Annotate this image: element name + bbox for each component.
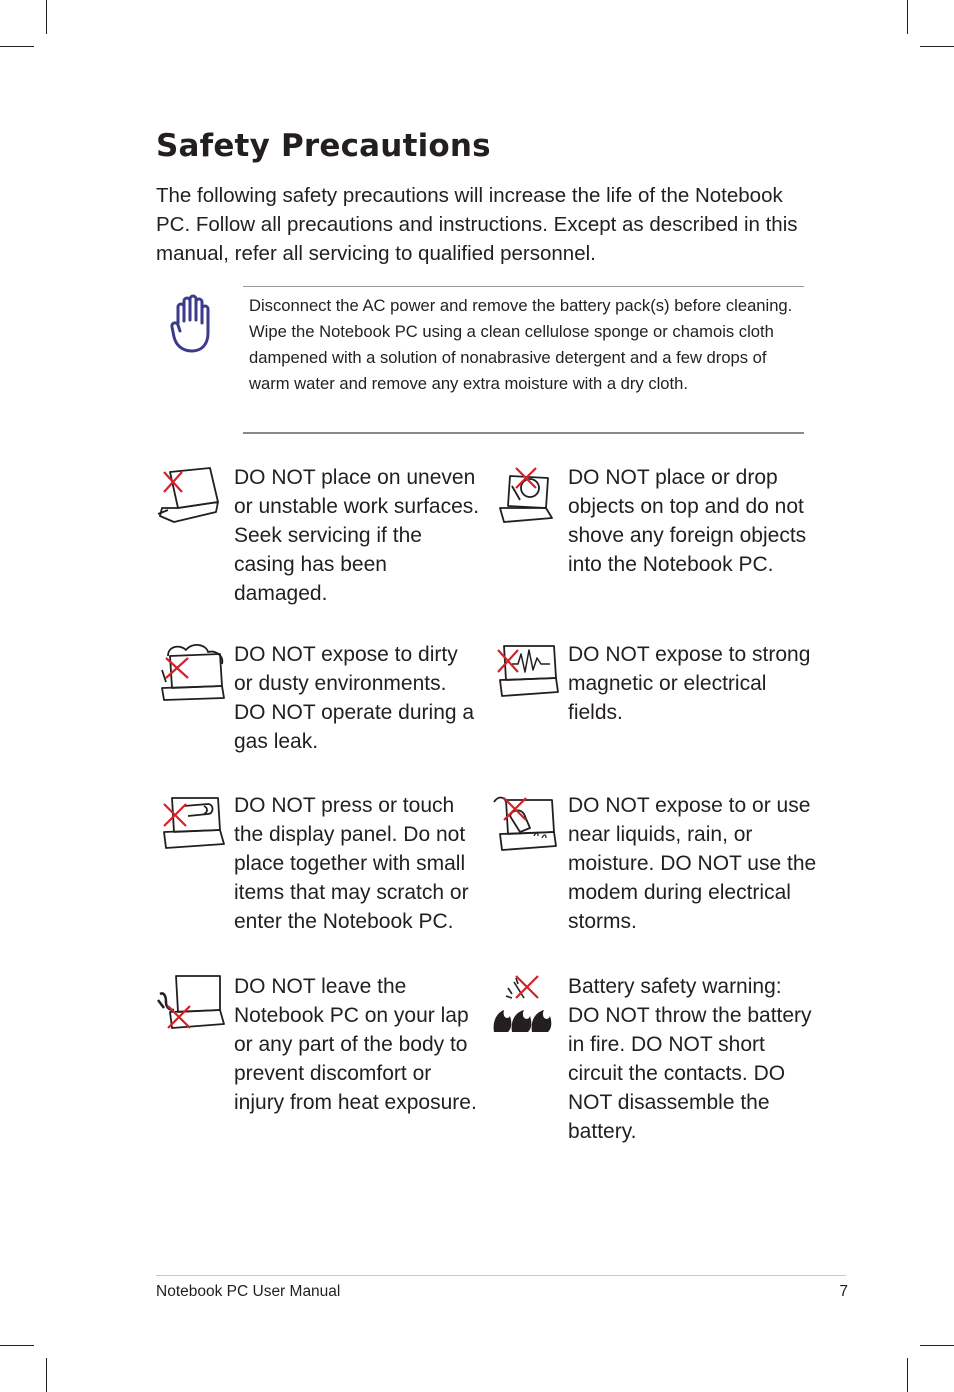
precaution-text: DO NOT expose to strong magnetic or electrical fields.	[568, 643, 811, 724]
battery-fire-icon	[490, 972, 562, 1034]
crop-mark	[0, 1345, 34, 1346]
note-top-rule	[243, 286, 804, 287]
heat-lap-icon	[156, 972, 228, 1034]
precaution-text: Battery safety warning: DO NOT throw the battery in fire. DO NOT short circuit the contacts. DO NOT disassemble the battery.	[568, 975, 812, 1143]
drop-objects-icon	[490, 464, 562, 526]
crop-mark	[907, 1358, 908, 1392]
precaution-text: DO NOT press or touch the display panel. Do not place together with small items that may scratch or enter the Notebook PC.	[234, 794, 469, 933]
precaution-text: DO NOT place or drop objects on top and do not shove any foreign objects into the Notebook PC.	[568, 466, 807, 576]
crop-mark	[46, 0, 47, 34]
page-title: Safety Precautions	[156, 128, 491, 164]
crop-mark	[46, 1358, 47, 1392]
crop-mark	[0, 46, 34, 47]
unstable-surface-icon	[156, 464, 228, 526]
precaution-text: DO NOT expose to dirty or dusty environments. DO NOT operate during a gas leak.	[234, 643, 475, 753]
page-number: 7	[839, 1283, 848, 1300]
note-bottom-rule	[243, 432, 804, 434]
crop-mark	[920, 1345, 954, 1346]
footer-manual-name: Notebook PC User Manual	[156, 1283, 341, 1300]
precaution-text: DO NOT expose to or use near liquids, rain, or moisture. DO NOT use the modem during electrical storms.	[568, 794, 817, 933]
intro-paragraph: The following safety precautions will increase the life of the Notebook PC. Follow all precautions and instructions. Except as described in this manual, refer all servicing to qualified personnel.	[156, 184, 798, 265]
touch-display-icon	[156, 792, 228, 854]
liquids-icon	[490, 792, 562, 854]
crop-mark	[920, 46, 954, 47]
note-text: Disconnect the AC power and remove the battery pack(s) before cleaning. Wipe the Notebook PC using a clean cellulose sponge or chamois cloth dampened with a solution of nonabrasive detergent and a few drops of warm water and remove any extra moisture with a dry cloth.	[249, 296, 793, 393]
dusty-environment-icon	[156, 640, 228, 702]
magnetic-field-icon	[490, 640, 562, 702]
crop-mark	[907, 0, 908, 34]
hand-stop-icon	[168, 293, 216, 355]
precaution-text: DO NOT place on uneven or unstable work surfaces. Seek servicing if the casing has been damaged.	[234, 466, 480, 605]
footer-rule	[156, 1275, 846, 1276]
precaution-text: DO NOT leave the Notebook PC on your lap or any part of the body to prevent discomfort or injury from heat exposure.	[234, 975, 477, 1114]
